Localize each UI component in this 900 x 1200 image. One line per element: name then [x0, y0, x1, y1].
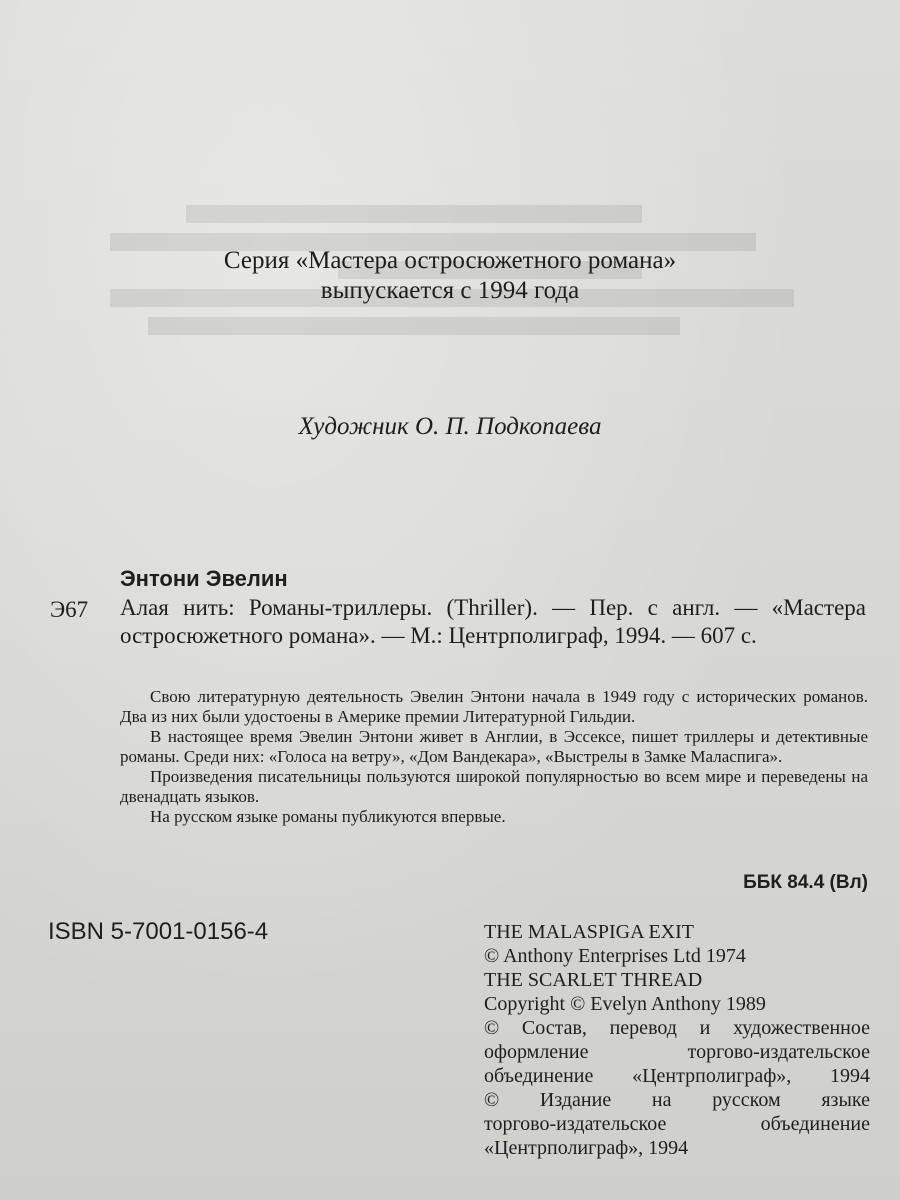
copyright-block: [484, 920, 870, 1160]
show-through-texture: [110, 195, 870, 425]
catalog-description: Алая нить: Романы-триллеры. (Thriller). — Пер. с англ. — «Мастера остросюжетного романа». — М.: Центрполиграф, 1994. — 607 с.: [120, 595, 866, 648]
artist-credit: Художник О. П. Подкопаева: [298, 413, 602, 440]
copyright-line: © Издание на русском языке: [484, 1089, 870, 1111]
series-line-2: выпускается с 1994 года: [320, 277, 580, 304]
copyright-line: THE SCARLET THREAD: [484, 969, 703, 991]
copyright-line: «Центрполиграф», 1994: [484, 1137, 689, 1159]
copyright-line: THE MALASPIGA EXIT: [484, 921, 694, 943]
catalog-code: Э67: [50, 597, 89, 622]
copyright-line: Copyright © Evelyn Anthony 1989: [484, 993, 766, 1015]
annotation: [120, 687, 868, 827]
isbn: ISBN 5-7001-0156-4: [48, 918, 269, 945]
copyright-line: торгово-издательское объединение: [484, 1113, 870, 1135]
series-note: [0, 246, 900, 306]
annotation-paragraph: В настоящее время Эвелин Энтони живет в Англии, в Эссексе, пишет триллеры и детективные романы. Среди них: «Голоса на ветру», «Дом Вандекара», «Выстрелы в Замке Маласпига».: [120, 727, 868, 766]
annotation-paragraph: Произведения писательницы пользуются широкой популярностью во всем мире и переведены на двенадцать языков.: [120, 767, 868, 806]
annotation-paragraph: На русском языке романы публикуются впервые.: [150, 807, 506, 826]
bbk-code: ББК 84.4 (Вл): [743, 872, 868, 893]
series-line-1: Серия «Мастера остросюжетного романа»: [223, 247, 677, 274]
copyright-line: © Состав, перевод и художественное: [484, 1017, 870, 1039]
copyright-line: оформление торгово-издательское: [484, 1041, 870, 1063]
copyright-line: объединение «Центрполиграф», 1994: [484, 1065, 870, 1087]
annotation-paragraph: Свою литературную деятельность Эвелин Энтони начала в 1949 году с исторических романов. Два из них были удостоены в Америке премии Литературной Гильдии.: [120, 687, 868, 726]
catalog-author: Энтони Эвелин: [120, 566, 288, 591]
copyright-line: © Anthony Enterprises Ltd 1974: [484, 945, 746, 967]
